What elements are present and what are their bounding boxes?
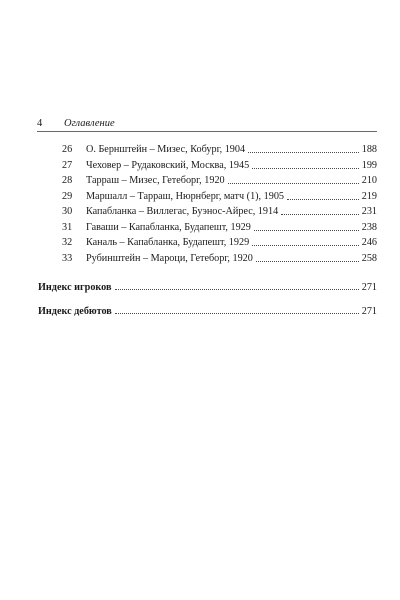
page-ref: 238 xyxy=(361,221,377,233)
dot-leader xyxy=(254,221,359,231)
index-title: Индекс дебютов xyxy=(38,306,112,317)
page-ref: 219 xyxy=(361,190,377,202)
page-header xyxy=(37,117,377,133)
dot-leader xyxy=(252,236,359,246)
game-title: Рубинштейн – Мароци, Гетеборг, 1920 xyxy=(86,252,253,264)
game-title: О. Бернштейн – Мизес, Кобург, 1904 xyxy=(86,144,246,155)
running-head: Оглавление xyxy=(64,118,115,129)
dot-leader xyxy=(115,280,359,290)
game-title: Капабланка – Виллегас, Буэнос-Айрес, 1914 xyxy=(86,206,279,217)
toc-entry xyxy=(62,174,377,188)
game-title: Маршалл – Тарраш, Нюрнберг, матч (1), 1905 xyxy=(86,190,285,202)
dot-leader xyxy=(287,190,359,200)
toc-entry xyxy=(62,190,377,204)
page-ref: 246 xyxy=(361,237,377,248)
dot-leader xyxy=(281,205,359,215)
toc-entry xyxy=(62,205,377,219)
index-title: Индекс игроков xyxy=(38,282,112,293)
game-title: Тарраш – Мизес, Гетеборг, 1920 xyxy=(86,175,225,186)
dot-leader xyxy=(252,159,359,169)
page-ref: 199 xyxy=(361,159,377,171)
index-entry-players xyxy=(38,280,377,295)
page-number: 4 xyxy=(37,118,43,129)
page-ref: 271 xyxy=(361,282,377,293)
game-title: Каналь – Капабланка, Будапешт, 1929 xyxy=(86,237,250,248)
toc-entry xyxy=(62,159,377,173)
page-ref: 258 xyxy=(361,252,377,264)
toc-entry xyxy=(62,221,377,235)
dot-leader xyxy=(256,252,359,262)
index-entry-openings xyxy=(38,304,377,319)
dot-leader xyxy=(228,174,359,184)
game-title: Гаваши – Капабланка, Будапешт, 1929 xyxy=(86,221,251,233)
toc-entry xyxy=(62,143,377,157)
game-number: 27 xyxy=(62,159,73,171)
page-ref: 188 xyxy=(361,144,377,155)
page-ref: 231 xyxy=(361,206,377,217)
game-title: Чеховер – Рудаковский, Москва, 1945 xyxy=(86,159,250,171)
page-ref: 271 xyxy=(361,306,377,317)
game-number: 28 xyxy=(62,175,73,186)
dot-leader xyxy=(248,143,359,153)
game-number: 29 xyxy=(62,190,73,202)
dot-leader xyxy=(115,304,359,314)
game-number: 31 xyxy=(62,221,73,233)
game-number: 32 xyxy=(62,237,73,248)
toc-entry xyxy=(62,236,377,250)
header-rule xyxy=(37,131,377,132)
game-number: 30 xyxy=(62,206,73,217)
game-number: 33 xyxy=(62,252,73,264)
toc-entry xyxy=(62,252,377,266)
game-number: 26 xyxy=(62,144,73,155)
page-ref: 210 xyxy=(361,175,377,186)
